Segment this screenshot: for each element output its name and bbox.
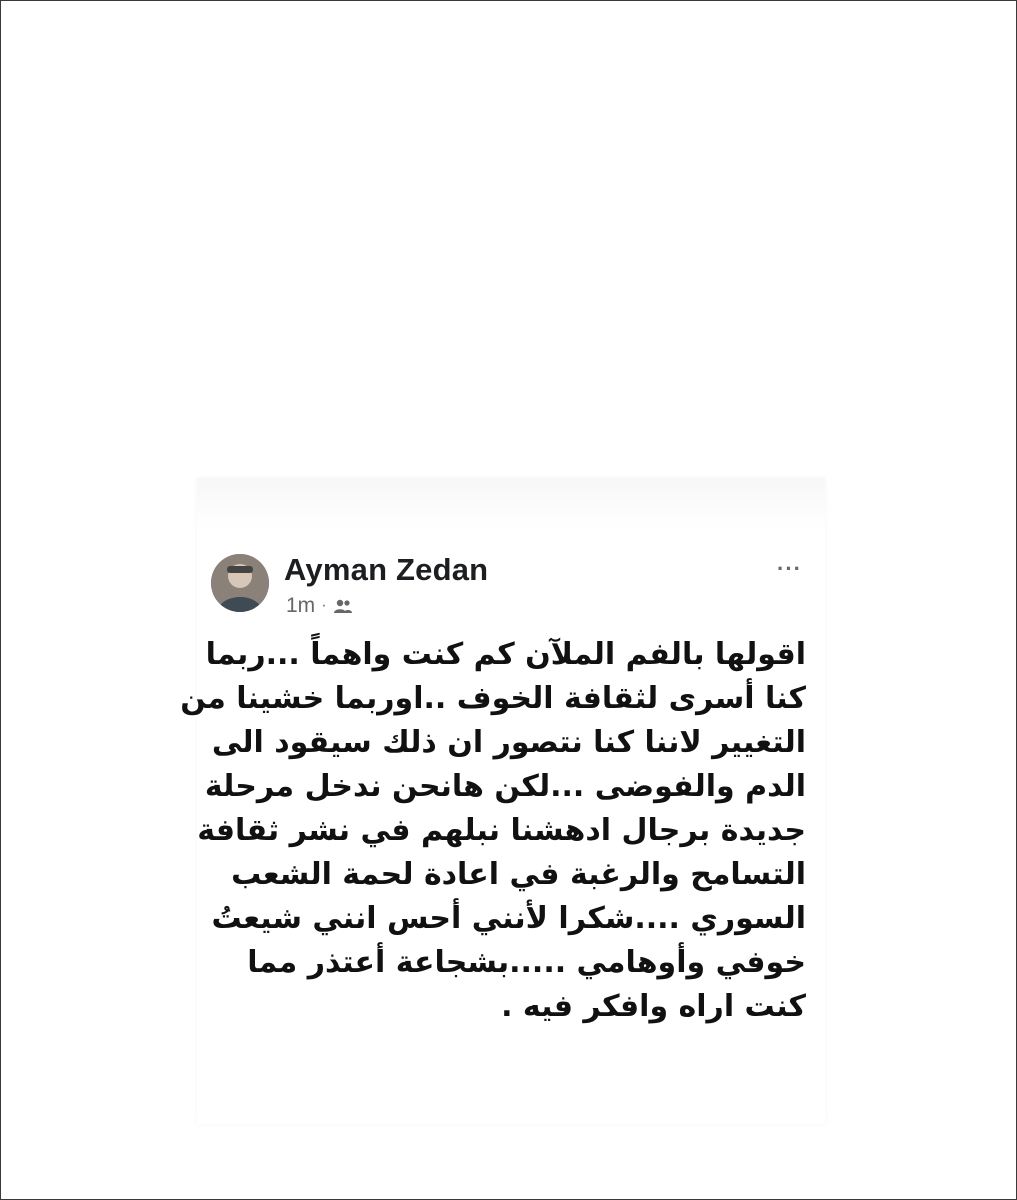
friends-icon[interactable] (333, 598, 353, 614)
post-line: كنت اراه وافكر فيه . (501, 989, 806, 1024)
post-meta (286, 594, 353, 618)
post-line: خوفي وأوهامي .....بشجاعة أعتذر مما (247, 945, 806, 980)
avatar[interactable] (211, 554, 269, 612)
facebook-post-card (180, 478, 825, 1124)
post-line: جديدة برجال ادهشنا نبلهم في نشر ثقافة (197, 813, 806, 848)
post-body (180, 633, 806, 1029)
post-line: كنا أسرى لثقافة الخوف ..اوربما خشينا من (180, 681, 806, 716)
post-line: الدم والفوضى ...لكن هانحن ندخل مرحلة (204, 769, 806, 804)
meta-separator: · (321, 597, 327, 614)
post-line: اقولها بالفم الملآن كم كنت واهماً ...ربما (205, 637, 806, 672)
more-options-button[interactable]: ··· (777, 556, 802, 581)
post-line: التغيير لاننا كنا نتصور ان ذلك سيقود الى (211, 725, 806, 760)
card-top-shade (197, 478, 825, 530)
post-line: التسامح والرغبة في اعادة لحمة الشعب (231, 857, 806, 892)
author-name[interactable]: Ayman Zedan (284, 552, 489, 587)
post-line: السوري ....شكرا لأنني أحس انني شيعتُ (211, 901, 806, 936)
avatar-photo (211, 554, 269, 612)
post-timestamp[interactable]: 1m (286, 594, 316, 617)
